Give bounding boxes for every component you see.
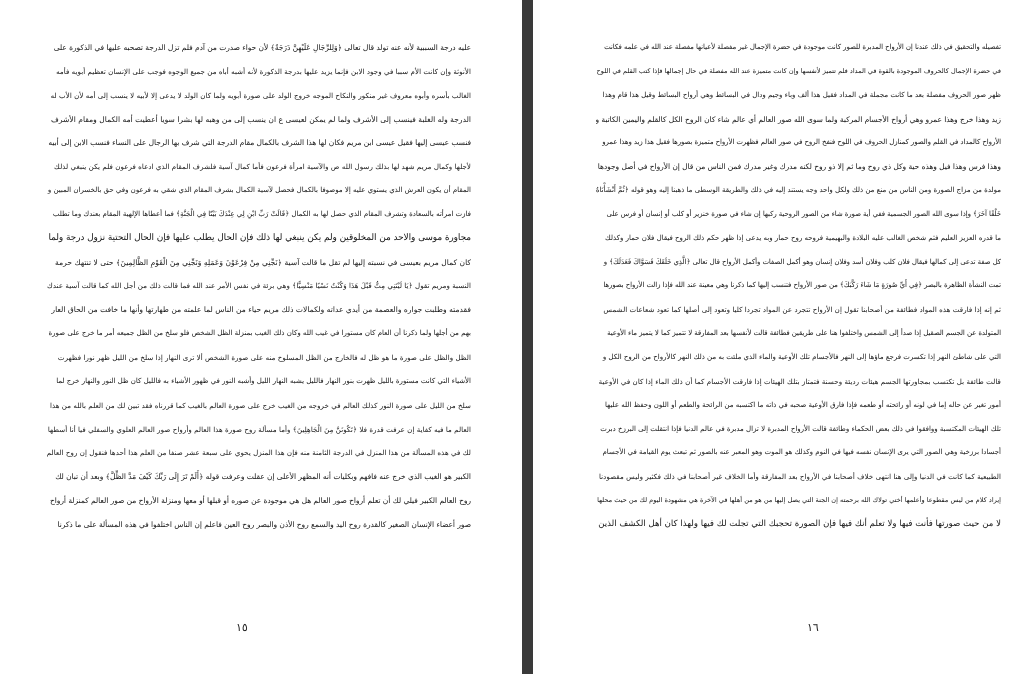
text-line: العالم ما فيه كفاية إن عرفت قدرة فلا ﴿تَكُونَنَّ مِنَ الْجَاهِلِينَ﴾ وأما مسألة روح صورة هذا العالم وأرواح صور العالم العلوي والسفلي فيا أنا أسطها xyxy=(47,424,471,434)
text-line: الظل والظل على صورة ما هو ظل له فالخارج من الظل المسلوخ منه على صورة الشخص ألا ترى النهار إذا سلخ من الليل ظهر نورا فظهرت xyxy=(57,352,471,362)
text-line: المتولدة عن الجسم الصقيل إذا صدأ إلى الشمس واختلفوا هنا على طريقين فطائفة قالت لأنفسها بعد المفارقة لا تتميز كما لا يتميز ماء الأوعية xyxy=(607,329,1001,338)
text-line: الطبيعية كما كانت في الدنيا وإلى هنا انتهى خلاف أصحابنا في الأرواح بعد المفارقة وأما الخلاف غير أصحابنا في ذلك فكثير وليس مقصودنا xyxy=(598,472,1001,482)
text-line: روح العالم الكبير فيلي لك أن تعلم أرواح صور العالم هل هي موجودة عن صوره أو قبلها أو معها ومنزلة الأرواح من صور العالم كمنزلة أرواح xyxy=(49,496,471,506)
text-line: ما قدره العزيز العليم فثم شخص الغالب عليه البلادة والبهيمية فروحه روح حمار وبه يدعى إذا ظهر حكم ذلك الروح فيقال فلان حمار وكذلك xyxy=(604,233,1001,242)
text-line: في حضرة الإجمال كالحروف الموجودة بالقوة في المداد فلم تتميز لأنفسها وإن كانت متميزة عند الله مفصلة في حال إجمالها فإذا كتب القلم في اللوح xyxy=(596,66,1001,75)
text-line: المقام أن يكون العرش الذي يستوي عليه إلا موصوفا بالكمال فحصل لآسية الكمال بشرف المقام الذي شقي به فرعون وفي حق بالخسران المبين و xyxy=(47,186,471,195)
text-line: لأجلها وكمال مريم شهد لها بذلك رسول الله ص والآسية امرأة فرعون فأما كمال آسية فلشرف المقام الذي ادعاه فرعون فلم يكن ينبغي لذلك xyxy=(54,162,471,172)
text-line: خَلْقًا آخَرَ﴾ وإذا سوى الله الصور الجسمية ففي أية صورة شاء من الصور الروحية ركبها إن شاء في صورة خنزير أو كلب أو إنسان أو فرس على xyxy=(606,209,1001,218)
text-line: فنسب عيسى إليها فقيل عيسى ابن مريم فكان لها هذا الشرف بالكمال مقام الدرجة التي شرف بها الرجال على النساء فنسب الابن إلى أبيه xyxy=(48,138,471,148)
text-line: الغالب بأسره وأبوه معروف غير منكور والنكاح الموجه خروج الولد على صورة أبويه ولما كان الولد لا يدعى إلا لأبيه لا ينسب إلى أمه لأن الأب له xyxy=(50,90,471,100)
right-page-text xyxy=(596,36,1001,537)
page-gutter-divider xyxy=(522,0,533,674)
text-line: فقدمته وطلبت جواره والعصمة من أيدي عداته ولكمالات ذلك مريم حياء من الناس لما علمته من طهارتها وأنها ما خافت من الحاق العار xyxy=(51,305,471,315)
text-line: صور أعضاء الإنسان الصغير كالقدرة روح اليد والسمع روح الأذن والبصر روح العين فاعلم إن الناس اختلفوا في هذه المسألة على ما ذكرنا xyxy=(57,519,471,529)
text-line: عليه درجة السببية لأنه عنه تولد قال تعالى ﴿وَلِلرِّجَالِ عَلَيْهِنَّ دَرَجَةٌ﴾ لأن حواء صدرت من آدم فلم تزل الدرجة تصحبه عليها في الذكورة على xyxy=(53,43,471,52)
left-page-text xyxy=(47,36,471,537)
text-line: إيراد كلام من ليس مقطوعا وأعلمها أختي تولاك الله برحمته إن الجنة التي يصل إليها من هو من أهلها في الآخرة هي مشهودة اليوم لك من حيث محلها xyxy=(597,496,1001,505)
text-line: مجاورة موسى والاحد من المخلوقين ولم يكن ينبغي لها ذلك فإن الحال يطلب عليها فإن الحال التحتية نزول درجة ولما xyxy=(48,232,471,243)
text-line: التي على شاطئ النهر إذا تكسرت فرجع ماؤها إلى النهر فالأجسام تلك الأوعية والماء الذي ملئت به من ذلك النهر كالأرواح من الروح الكل و xyxy=(602,352,1001,361)
text-line: الدرجة وله الغلبة فينسب إلى الأشرف ولما لم يمكن لعيسى ع ان ينسب إلى من وهبه لها بشرا سويا أعطيت أمه الكمال ومقام الأشرف xyxy=(50,114,471,124)
text-line: الأنوثة وإن كانت الأم سببا في وجود الابن فإنما يزيد عليها بدرجة الذكورة لأنه أشبه أباه من جميع الوجوه فوجب على الإنسان تعظيم أبويه فأمه xyxy=(56,66,471,76)
text-line: تفصيله والتحقيق في ذلك عندنا إن الأرواح المدبرة للصور كانت موجودة في حضرة الإجمال غير مفصلة لأعيانها مفصلة عند الله في علمه فكانت xyxy=(604,43,1001,51)
text-line: ظهر صور الحروف مفصلة بعد ما كانت مجملة في المداد فقيل هذا ألف وباء وجيم ودال في البسائط وهي أرواح البسائط وقيل هذا قام وهذا xyxy=(602,90,1001,99)
right-page xyxy=(533,0,1034,674)
text-line: كل صفة تدعى إلى كمالها فيقال فلان كلب وفلان أسد وفلان إنسان وهو أكمل الصفات وأكمل الأرواح قال تعالى ﴿الَّذِي خَلَقَكَ فَسَوَّاكَ فَعَدَلَكَ﴾ و xyxy=(603,257,1001,266)
text-line: ثم إنه إذا فارقت هذه المواد فطائفة من أصحابنا تقول إن الأرواح تتجرد عن المواد تجردا كليا وتعود إلى أصلها كما تعود شعاعات الشمس xyxy=(603,305,1001,315)
text-line: لا من حيث صورتها فأنت فيها ولا تعلم أنك فيها فإن الصورة تحجبك التي تجلت لك فيها ولهذا كان أهل الكشف الذين xyxy=(598,518,1001,529)
text-line: الأرواح كالمداد في القلم والصور كمنازل الحروف في اللوح فنفخ الروح في صور العالم فظهرت الأرواح متميزة بصورها فقيل هذا زيد وهذا عمرو xyxy=(602,138,1001,147)
left-page-number: ١٥ xyxy=(236,621,248,634)
right-page-number: ١٦ xyxy=(807,621,819,634)
text-line: لك في هذه المسألة من هذا المنزل في الدرجة الثامنة منه فإن هذا المنزل يحوي على سبعة عشر صنفا من العلم هذا أحدها فنقول إن روح العالم xyxy=(47,448,471,458)
text-line: سلخ من الليل على صورة النور كذلك العالم في خروجه من الغيب خرج على صورة العالم بالغيب كما قررناه فقد تبين لك من العلم بالله من هذا xyxy=(49,400,471,410)
text-line: وهذا فرس وهذا فيل وهذه حية وكل ذي روح وما ثم إلا ذو روح لكنه مدرك وغير مدرك فمن الناس من قال إن الأرواح في أصل وجودها xyxy=(597,162,1001,172)
text-line: أجسادا برزخية وهي الصور التي يرى الإنسان نفسه فيها في النوم وكذلك هو الموت وهو المعبر عنه بالصور ثم تبعث يوم القيامة في الأجسام xyxy=(602,448,1001,457)
text-line: بهم من أجلها ولما ذكرنا أن العام كان مستورا في غيب الله وكان ذلك الغيب بمنزلة الظل الشخص فلو سلخ من الظل جميعه أمر ما خرج على صورة xyxy=(48,329,471,338)
text-line: تمت النشأة الظاهرة بالبصر ﴿فِي أَيِّ صُورَةٍ مَا شَاءَ رَكَّبَكَ﴾ من صور الأرواح فتنسب إليها كما ذكرنا وهي معينة عند الله فإذا زالت الأرواح بصورها xyxy=(603,281,1001,290)
text-line: الأشياء التي كانت مستورة بالليل ظهرت بنور النهار فالليل يشبه النهار الليل وأشبه النور في ظهور الأشياء به فالليل كان ظل النور والنهار خرج لما xyxy=(56,376,471,385)
text-line: كان كمال مريم بعيسى في نسبته إليها لم تقل ما قالت آسية ﴿نَجِّنِي مِنْ فِرْعَوْنَ وَعَمَلِهِ وَنَجِّنِي مِنَ الْقَوْمِ الظَّالِمِينَ﴾ حتى لا تنتهك حرمة xyxy=(55,257,471,267)
text-line: فازت امرأته بالسعادة وتشرف المقام الذي حصل لها به الكمال ﴿قَالَتْ رَبِّ ابْنِ لِي عِنْدَكَ بَيْتًا فِي الْجَنَّةِ﴾ فما أعطاها الإلهية المقام بعندك وما تطلب xyxy=(52,209,471,218)
text-line: الكبير هو الغيب الذي خرج عنه فافهم وبكليات أنه المظهر الأعلى إن عقلت وعرفت قوله ﴿أَلَمْ تَرَ إِلَى رَبِّكَ كَيْفَ مَدَّ الظِّلَّ﴾ وبعد أن تبان لك xyxy=(55,472,471,482)
text-line: مولدة من مزاج الصورة ومن الناس من منع من ذلك ولكل واحد وجه يستند إليه في ذلك والطريقة الوسطى ما ذهبنا إليه وهو قوله ﴿ثُمَّ أَنْشَأْنَاهُ xyxy=(596,186,1001,195)
text-line: قالت طائفة بل تكتسب بمجاورتها الجسم هيئات رديئة وحسنة فتمتاز بتلك الهيئات إذا فارقت الأجسام كما أن ذلك الماء إذا كان في الأوعية xyxy=(598,376,1001,386)
text-line: تلك الهيئات المكتسبة ووافقوا في ذلك بعض الحكماء وطائفة قالت الأرواح المدبرة لا تزال مدبرة في عالم الدنيا فإذا انتقلت إلى البرزخ دبرت xyxy=(600,424,1001,433)
text-line: النسبة ومريم تقول ﴿يَا لَيْتَنِي مِتُّ قَبْلَ هَذَا وَكُنْتُ نَسْيًا مَنْسِيًّا﴾ وهي برئة في نفس الأمر عند الله فما قالت ذلك من أجل الله كما قالت آسية عندك xyxy=(47,281,471,291)
text-line: أمور تغير عن حاله إما في لونه أو رائحته أو طعمه فإذا فارق الأوعية صحبه في ذاته ما اكتسبه من الرائحة والطعم أو اللون وحفظ الله عليها xyxy=(605,400,1001,409)
text-line: زيد وهذا خرج وهذا عمرو وهي أرواح الأجسام المركبة ولما سوى الله صور العالم أي عالم شاء كان الروح الكل كالقلم واليمين الكاتبة و xyxy=(596,114,1001,124)
